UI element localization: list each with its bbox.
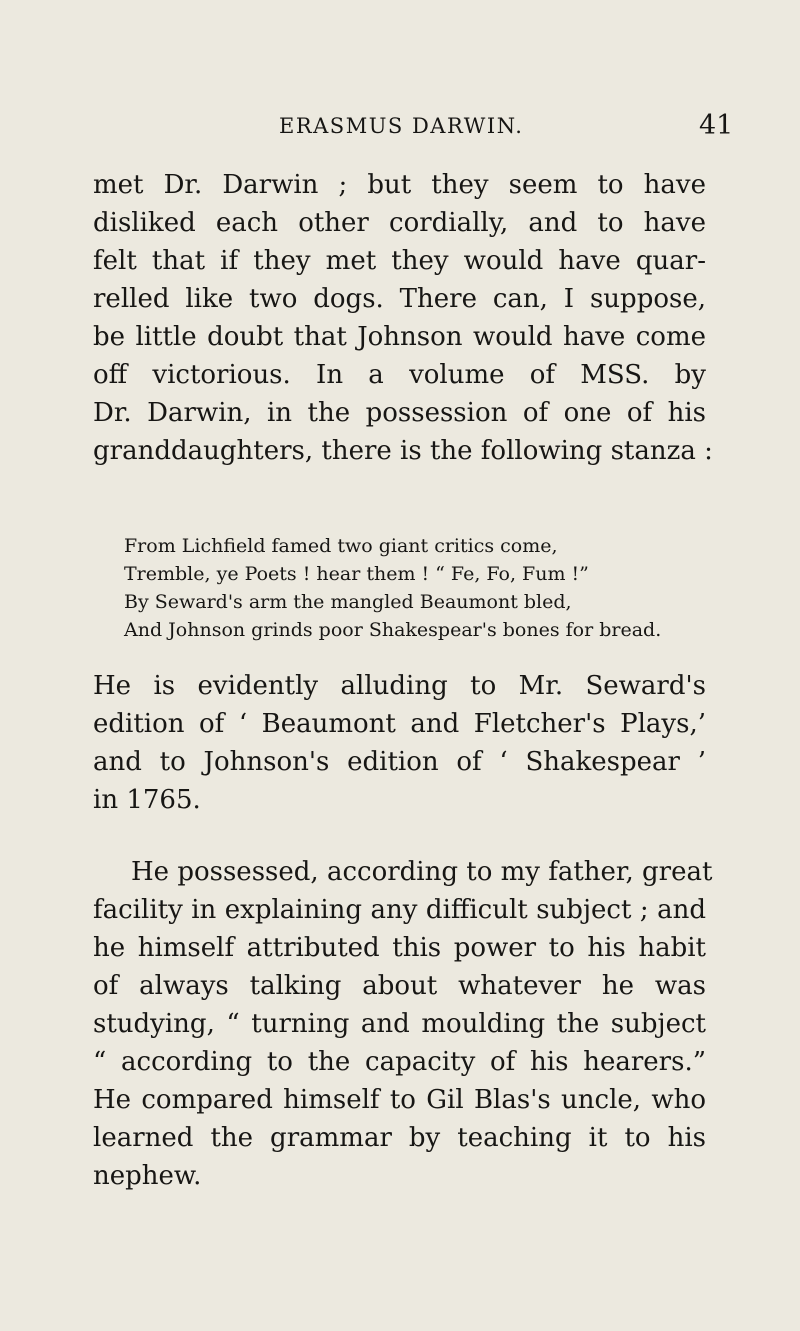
text-line: relled like two dogs. There can, I suppose, [93, 284, 706, 314]
text-line: of always talking about whatever he was [93, 971, 706, 1001]
text-line: facility in explaining any difficult subject ; and [93, 895, 706, 925]
text-line: disliked each other cordially, and to have [93, 208, 706, 238]
verse-line: And Johnson grinds poor Shakespear's bones for bread. [124, 619, 662, 641]
verse-stanza [124, 532, 684, 644]
text-line: Dr. Darwin, in the possession of one of his [93, 398, 706, 428]
text-line: He compared himself to Gil Blas's uncle, who [93, 1085, 706, 1115]
text-line: granddaughters, there is the following stanza : [93, 436, 713, 466]
text-line: off victorious. In a volume of MSS. by [93, 360, 706, 390]
text-line: met Dr. Darwin ; but they seem to have [93, 170, 706, 200]
text-line: He is evidently alluding to Mr. Seward's [93, 671, 706, 701]
text-line: learned the grammar by teaching it to his [93, 1123, 706, 1153]
verse-line: Tremble, ye Poets ! hear them ! “ Fe, Fo, Fum !” [124, 563, 589, 585]
paragraph-3 [93, 853, 713, 1195]
text-line: be little doubt that Johnson would have come [93, 322, 706, 352]
page-header [0, 110, 800, 154]
text-line: and to Johnson's edition of ‘ Shakespear ’ [93, 747, 706, 777]
text-line: He possessed, according to my father, great [131, 857, 713, 887]
running-head: ERASMUS DARWIN. [279, 114, 524, 138]
paragraph-2 [93, 667, 706, 819]
page-number: 41 [699, 110, 734, 141]
text-line: studying, “ turning and moulding the subject [93, 1009, 706, 1039]
text-line: edition of ‘ Beaumont and Fletcher's Plays,’ [93, 709, 706, 739]
text-line: nephew. [93, 1161, 202, 1191]
text-line: in 1765. [93, 785, 201, 815]
text-line: “ according to the capacity of his hearers.” [93, 1047, 706, 1077]
text-line: felt that if they met they would have quar- [93, 246, 706, 276]
verse-line: From Lichfield famed two giant critics come, [124, 535, 558, 557]
paragraph-1 [93, 166, 713, 470]
verse-line: By Seward's arm the mangled Beaumont bled, [124, 591, 572, 613]
text-line: he himself attributed this power to his habit [93, 933, 706, 963]
